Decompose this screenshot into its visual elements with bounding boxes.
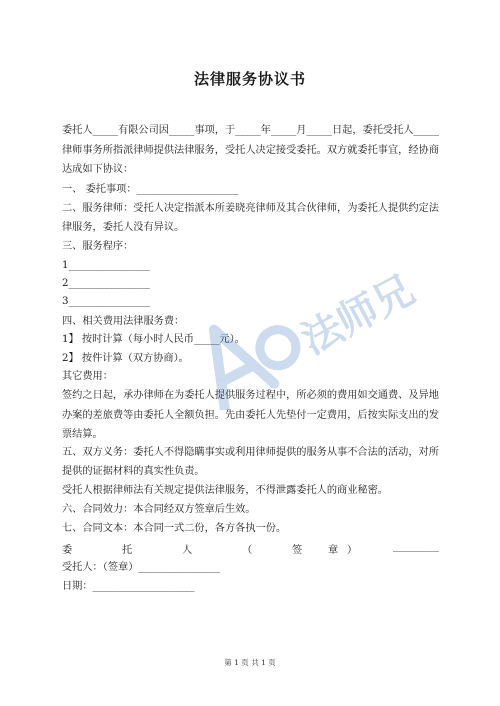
clause-2-lawyer-2: 律服务，委托人没有异议。 bbox=[62, 222, 185, 233]
signature-char: 托 bbox=[122, 545, 133, 556]
trustee-signature: 受托人：（签章）________________ bbox=[62, 562, 220, 573]
date-line: 日期：____________________ bbox=[62, 581, 195, 592]
clause-7-copies: 七、合同文本：本合同一式二份，各方各执一份。 bbox=[62, 523, 287, 534]
svg-text:法师兄: 法师兄 bbox=[294, 266, 422, 364]
watermark-logo bbox=[175, 240, 445, 410]
clause-6-effect: 六、合同效力：本合同经双方签章后生效。 bbox=[62, 504, 256, 515]
other-fees-2: 办案的差旅费等由委托人全额负担。先由委托人先垫付一定费用，后按实际支出的发 bbox=[62, 410, 439, 421]
clause-1-entrusted-matter: 一、 委托事项：____________________ bbox=[62, 184, 239, 195]
signature-char: 委 bbox=[62, 545, 73, 556]
other-fees-heading: 其它费用： bbox=[62, 371, 113, 382]
signature-char: （ bbox=[242, 545, 253, 556]
clause-2-lawyer-1: 二、服务律师：受托人决定指派本所姜晓亮律师及其合伙律师，为委托人提供约定法 bbox=[62, 203, 439, 214]
paragraph-intro-3: 达成如下协议： bbox=[62, 164, 134, 175]
client-signature-blank: _________ bbox=[393, 541, 439, 552]
clause-5-obligations-1: 五、双方义务：委托人不得隐瞒事实或利用律师提供的服务从事不合法的活动，对所 bbox=[62, 447, 439, 458]
paragraph-intro-2: 律师事务所指派律师提供法律服务，受托人决定接受委托。双方就委托事宜，经协商 bbox=[62, 145, 439, 156]
procedure-item-3: 3________________ bbox=[62, 296, 150, 307]
fee-option-per-case: 2】 按件计算（双方协商）。 bbox=[62, 353, 189, 364]
signature-char: 人 bbox=[182, 545, 193, 556]
procedure-item-2: 2________________ bbox=[62, 278, 150, 289]
page-footer: 第 1 页 共 1 页 bbox=[224, 658, 276, 667]
clause-5-obligations-2: 提供的证据材料的真实性负责。 bbox=[62, 466, 205, 477]
other-fees-1: 签约之日起，承办律师在为委托人提供服务过程中，所必须的费用如交通费、及异地 bbox=[62, 390, 439, 401]
paragraph-intro-1: 委托人_____有限公司因_____事项，于_____年_____月_____日起，委托受托人_____ bbox=[62, 125, 439, 136]
trustee-obligation: 受托人根据律师法有关规定提供法律服务，不得泄露委托人的商业秘密。 bbox=[62, 485, 388, 496]
signature-char: 签 bbox=[292, 545, 303, 556]
document-title: 法律服务协议书 bbox=[193, 70, 306, 88]
signature-char: ） bbox=[347, 545, 358, 556]
procedure-item-1: 1________________ bbox=[62, 260, 150, 271]
clause-4-fees: 四、相关费用法律服务费： bbox=[62, 316, 185, 327]
fee-option-hourly: 1】 按时计算（每小时人民币_____元）。 bbox=[62, 334, 245, 345]
signature-char: 章 bbox=[328, 545, 339, 556]
clause-3-procedure: 三、服务程序： bbox=[62, 241, 134, 252]
other-fees-3: 票结算。 bbox=[62, 429, 103, 440]
